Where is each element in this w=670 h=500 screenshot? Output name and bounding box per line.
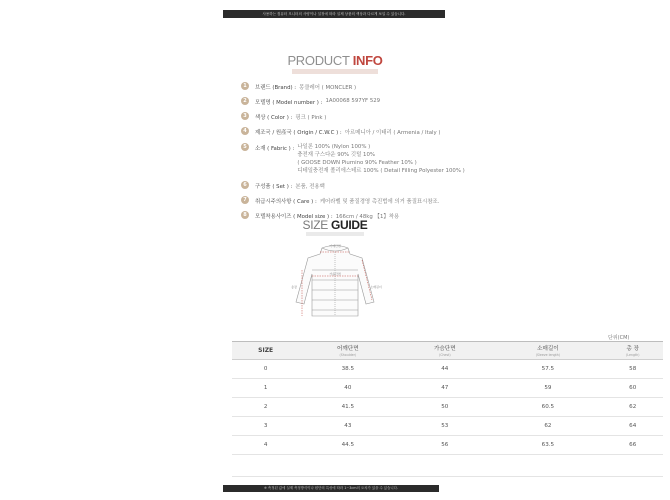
header-length: 총 장 (Length) [602, 342, 663, 360]
cell-length: 64 [602, 417, 663, 436]
info-number-badge: 7 [241, 196, 249, 204]
info-label: 브랜드 (Brand) : [255, 85, 297, 91]
cell-size: 1 [232, 379, 299, 398]
info-row-model [241, 98, 380, 106]
table-row [232, 436, 663, 455]
info-value: 몽클레어 ( MONCLER ) [299, 85, 357, 91]
cell-size: 3 [232, 417, 299, 436]
cell-size: 4 [232, 436, 299, 455]
cell-sleeve: 63.5 [493, 436, 602, 455]
label-length: 총장 [291, 285, 297, 289]
cell-sleeve: 62 [493, 417, 602, 436]
cell-shoulder: 43 [299, 417, 396, 436]
cell-shoulder: 38.5 [299, 360, 396, 379]
table-row [232, 360, 663, 379]
cell-sleeve: 57.5 [493, 360, 602, 379]
product-info-title-bold: INFO [352, 53, 383, 68]
info-value: 케어라벨 및 품질경영 촉진법에 의거 품질표시참조. [319, 199, 440, 205]
info-row-fabric [241, 144, 465, 175]
cell-chest: 44 [396, 360, 493, 379]
product-info-title-light: PRODUCT [287, 53, 353, 68]
cell-chest: 53 [396, 417, 493, 436]
cell-sleeve: 60.5 [493, 398, 602, 417]
info-row-origin [241, 128, 441, 136]
info-row-care [241, 197, 439, 205]
info-value: 아르메니아 / 이태리 ( Armenia / Italy ) [344, 130, 441, 136]
cell-chest: 50 [396, 398, 493, 417]
cell-sleeve: 59 [493, 379, 602, 398]
label-chest: 가슴단면 [329, 272, 341, 276]
table-row [232, 379, 663, 398]
cell-size: 0 [232, 360, 299, 379]
cell-length: 60 [602, 379, 663, 398]
cell-shoulder: 41.5 [299, 398, 396, 417]
fabric-line: 나일론 100% (Nylon 100% ) [297, 144, 371, 150]
cell-shoulder: 40 [299, 379, 396, 398]
size-guide-title-light: SIZE [302, 218, 331, 232]
info-label: 소재 ( Fabric ) : [255, 146, 295, 152]
info-value: 1A00068 597YF 529 [325, 98, 381, 104]
table-row-empty [232, 455, 663, 477]
info-number-badge: 6 [241, 181, 249, 189]
info-label: 취급시주의사항 ( Care ) : [255, 199, 317, 205]
top-notice-bar: 사용하는 컴퓨터 모니터의 사양이나 설정에 따라 실제 상품의 색상과 다르게 보일 수 있습니다. [223, 10, 445, 18]
footer-notice-bar: ※ 측정된 값에 실제 측정방식이나 원단의 특성에 따라 1~3cm의 오차가 있을 수 있습니다. [223, 485, 439, 492]
fabric-lines [297, 143, 464, 175]
jacket-illustration [282, 240, 388, 322]
info-label: 제조국 / 원產국 ( Origin / C.W.C ) : [255, 130, 342, 136]
info-label: 구성품 ( Set ) : [255, 184, 293, 190]
info-label: 모델착용사이즈 ( Model size ) : [255, 214, 333, 220]
info-number-badge: 8 [241, 211, 249, 219]
info-value: 본품, 전용백 [295, 184, 325, 190]
info-number-badge: 5 [241, 143, 249, 151]
size-guide-title-bold: GUIDE [331, 218, 368, 232]
table-row [232, 398, 663, 417]
info-row-brand [241, 83, 356, 91]
size-guide-title [0, 218, 670, 232]
cell-size: 2 [232, 398, 299, 417]
label-sleeve: 소매길이 [370, 285, 382, 289]
info-number-badge: 3 [241, 112, 249, 120]
cell-length: 62 [602, 398, 663, 417]
info-value: 166cm / 48kg 【1】착용 [335, 214, 400, 220]
label-shoulder: 어깨단면 [329, 244, 341, 248]
header-shoulder: 어깨단면 (Shoulder) [299, 342, 396, 360]
header-sleeve: 소매길이 (Sleeve length) [493, 342, 602, 360]
table-header-row [232, 342, 663, 360]
fabric-line: ( GOOSE DOWN Piumino 90% Feather 10% ) [297, 160, 417, 166]
product-info-underline [292, 69, 378, 74]
fabric-line: 디테일충전재 폴리에스테르 100% ( Detail Filling Polyester 100% ) [297, 168, 465, 174]
cell-chest: 56 [396, 436, 493, 455]
info-number-badge: 2 [241, 97, 249, 105]
cell-chest: 47 [396, 379, 493, 398]
size-guide-underline [306, 232, 364, 236]
info-row-set [241, 182, 325, 190]
header-chest: 가슴단면 (Chest) [396, 342, 493, 360]
fabric-line: 충전재 구스다운 90% 깃털 10% [297, 152, 375, 158]
info-label: 모델명 ( Model number ) : [255, 100, 323, 106]
unit-note: 단위(CM) [608, 335, 630, 341]
header-size: SIZE [232, 342, 299, 360]
info-row-color [241, 113, 326, 121]
info-label: 색상 ( Color ) : [255, 115, 293, 121]
size-table [232, 341, 663, 477]
cell-length: 66 [602, 436, 663, 455]
cell-length: 58 [602, 360, 663, 379]
table-row [232, 417, 663, 436]
info-number-badge: 1 [241, 82, 249, 90]
product-info-title [0, 53, 670, 68]
jacket-measurement-diagram [282, 240, 388, 322]
cell-shoulder: 44.5 [299, 436, 396, 455]
info-number-badge: 4 [241, 127, 249, 135]
info-value: 핑크 ( Pink ) [295, 115, 327, 121]
